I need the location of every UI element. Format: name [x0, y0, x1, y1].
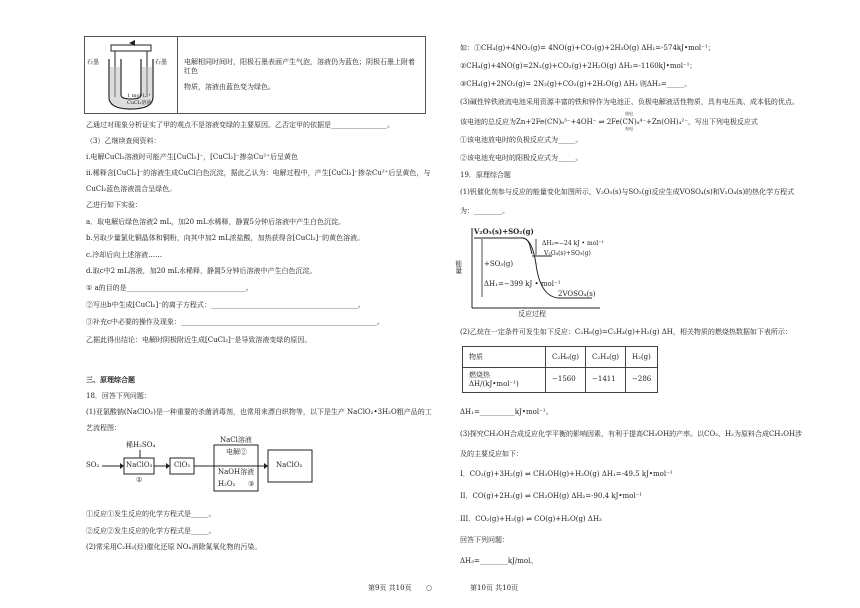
discharge-label: 放电 — [625, 111, 633, 116]
dh2-label: ΔH₂=−24 kJ • mol⁻¹ — [542, 240, 604, 247]
question-19-2: (2)乙烷在一定条件可发生如下反应：C₂H₆(g)=C₂H₄(g)+H₂(g) ΔH，相关物质的燃烧热数据如下表所示： — [460, 328, 792, 336]
right-electrode-label: 石墨 — [155, 59, 168, 66]
table-row — [463, 368, 658, 393]
question-19-3-cont: 及的主要反应如下： — [460, 450, 523, 458]
energy-diagram-axes — [462, 224, 602, 320]
battery-reaction: 该电池的总反应为Zn+2Fe(CN)₆³⁻+4OH⁻ ⇌ 2Fe(CN)₆⁴⁻+Zn(OH)₄²⁻，写出下列电极反应式 — [460, 118, 758, 126]
dh-answer-line: ΔH₁=__________kJ•mol⁻¹。 — [460, 408, 553, 416]
naoh-label: NaOH溶液 — [218, 468, 255, 476]
table-header: 物质 — [463, 347, 546, 368]
question-line: ① a的目的是__________________________________。 — [86, 284, 253, 292]
reaction-axis-label: 反应过程 — [518, 310, 546, 318]
experiment-table — [84, 36, 426, 114]
observation-line-1: 电解相同时间时，阳极石墨表面产生气泡，溶液仍为蓝色；阴极石墨上附着红色 — [184, 57, 415, 75]
text-line: i.电解CuCl₂溶液时可能产生[CuCl₂]⁻，[CuCl₂]⁻掺杂Cu²⁺后呈黄色 — [86, 153, 298, 161]
step3-label: ③ — [248, 480, 255, 488]
question-18-1-cont: 艺流程图： — [86, 424, 121, 432]
table-header: C₂H₆(g) — [546, 347, 586, 368]
solution-conc-label: 1 mol·L⁻¹ — [127, 93, 151, 99]
reaction-3: III．CO₂(g)+H₂(g) ⇌ CO(g)+H₂O(g) ΔH₃ — [460, 515, 602, 523]
h2so4-label: 稀H₂SO₄ — [126, 441, 156, 449]
equation-2: ②CH₄(g)+4NO(g)=2N₂(g)+CO₂(g)+2H₂O(g) ΔH₂=-1160kJ•mol⁻¹； — [460, 62, 697, 70]
page-center-mark: ○ — [426, 584, 433, 592]
h2o2-label: H₂O₂ — [218, 480, 236, 488]
charge-label: 充电 — [625, 126, 633, 131]
text-line: ii.稀释含[CuCl₂]⁻的溶液生成CuCl白色沉淀，据此乙认为：电解过程中，产生[CuCl₂]⁻掺杂Cu²⁺后呈黄色，与 — [86, 169, 431, 177]
energy-mid-label: V₂O₄(s)+SO₃(g) — [544, 250, 591, 257]
text-line: （3）乙继续查阅资料： — [86, 137, 161, 145]
question-18-r2: ②反应②发生反应的化学方程式是_____。 — [86, 527, 216, 535]
question-19-3: (3)探究CH₃OH合成反应化学平衡的影响因素，有利于提高CH₃OH的产率。以CO₂、H₂为原料合成CH₃OH涉 — [460, 430, 803, 438]
reaction-2: II．CO(g)+2H₂(g) ⇌ CH₃OH(g) ΔH₂=-90.4 kJ•mol⁻¹ — [460, 492, 643, 500]
text-line: a．取电解后绿色溶液2 mL，加20 mL水稀释，静置5分钟后溶液中产生白色沉淀。 — [86, 218, 346, 226]
text-line: d.取c中2 mL溶液，加20 mL水稀释，静置5分钟后溶液中产生白色沉淀。 — [86, 267, 317, 275]
question-19-1: (1)钒催化剂参与反应的能量变化如图所示，V₂O₅(s)与SO₂(g)反应生成VOSO₄(s)和V₂O₄(s)的热化学方程式 — [460, 188, 795, 196]
observation-line-2: 物质，溶液由蓝色变为绿色。 — [184, 83, 275, 92]
energy-diagram — [454, 224, 604, 320]
reaction-1: I．CO₂(g)+3H₂(g) ⇌ CH₃OH(g)+H₂O(g) ΔH₁=-49.5 kJ•mol⁻¹ — [460, 470, 673, 478]
text-line: 乙进行如下实验： — [86, 201, 142, 209]
text-line: 乙通过对现象分析证实了甲的观点不是溶液变绿的主要原因。乙否定甲的依据是________________。 — [86, 121, 394, 129]
equation-1: 如：①CH₄(g)+4NO₂(g)= 4NO(g)+CO₂(g)+2H₂O(g) ΔH₁=-574kJ•mol⁻¹； — [460, 44, 715, 52]
dh1-label: ΔH₁=−399 kJ • mol⁻¹ — [484, 280, 561, 288]
table-cell: −286 — [626, 368, 658, 393]
clo2-label: ClO₂ — [174, 461, 191, 469]
table-cell: −1411 — [586, 368, 626, 393]
answer-prompt: 回答下列问题： — [460, 536, 509, 544]
energy-axis-label: 能量 — [454, 260, 463, 274]
text-line: CuCl₂蓝色溶液混合呈绿色。 — [86, 185, 177, 193]
energy-top-label: V₂O₅(s)+SO₂(g) — [474, 227, 534, 236]
equation-3: ③CH₄(g)+2NO₂(g)= 2N₂(g)+CO₂(g)+2H₂O(g) ΔH₃ 则ΔH₃=_____。 — [460, 80, 692, 88]
question-18: 18．回答下列问题： — [86, 392, 151, 400]
conclusion-line: 乙据此得出结论：电解时阴极附近生成[CuCl₂]⁻是导致溶液变绿的原因。 — [86, 336, 312, 344]
left-electrode-label: 石墨 — [87, 59, 100, 66]
dh3-answer-line: ΔH₃=________kJ/mol。 — [460, 557, 538, 565]
battery-intro: (3)碱性锌铁液流电池采用资源丰富的铁和锌作为电池正、负极电解液活性物质，具有电压高、成本低的优点。 — [460, 98, 799, 106]
question-charge: ②该电池充电时的阳极反应式为_____。 — [460, 154, 583, 162]
electrolysis-figure — [85, 37, 177, 113]
process-flow-chart — [86, 436, 416, 502]
page-number-left: 第9页 共10页 — [368, 584, 412, 592]
nacl-label: NaCl溶液 — [220, 436, 252, 444]
question-line: ③补充c中必要的操作及现象：________________________________________________________。 — [86, 318, 384, 326]
step1-label: ① — [136, 476, 143, 484]
electrolysis-label: 电解② — [226, 448, 247, 456]
question-19: 19．原理综合题 — [460, 171, 511, 179]
table-header: C₂H₄(g) — [586, 347, 626, 368]
text-line: c.冷却后向上述溶液…… — [86, 251, 163, 259]
electrolysis-figure-cell — [85, 37, 178, 114]
question-18-1: (1)亚氯酸钠(NaClO₂)是一种重要的杀菌消毒剂，也常用来漂白织物等，以下是生产 NaClO₂•3H₂O粗产品的工 — [86, 408, 432, 416]
question-line: ②写出b中生成[CuCl₂]⁻的离子方程式：__________________________________________。 — [86, 301, 365, 309]
page-number-right: 第10页 共10页 — [470, 584, 519, 592]
solution-name-label: CuCl₂溶液 — [127, 100, 152, 106]
so2-label: SO₂ — [86, 461, 100, 469]
energy-bottom-label: 2VOSO₄(s) — [558, 290, 596, 298]
naclo3-label: NaClO₃ — [126, 461, 153, 469]
table-cell: −1560 — [546, 368, 586, 393]
question-18-2: (2)常采用C₂H₂(烃)催化还原 NOₓ消除氮氧化物的污染。 — [86, 543, 262, 551]
table-header: H₂(g) — [626, 347, 658, 368]
combustion-heat-table — [462, 346, 658, 393]
question-18-r1: ①反应①发生反应的化学方程式是_____。 — [86, 510, 216, 518]
text-line: b.另取少量氯化铜晶体和铜粉，向其中加2 mL浓盐酸，加热获得含[CuCl₂]⁻的黄色溶液。 — [86, 234, 365, 242]
energy-plus-label: +SO₃(g) — [484, 260, 514, 268]
table-header-row — [463, 347, 658, 368]
question-19-1-cont: 为：________。 — [460, 207, 509, 215]
naclo2-label: NaClO₂ — [276, 461, 303, 469]
table-row-label: 燃烧热ΔH/(kJ•mol⁻¹) — [463, 368, 546, 393]
observation-cell — [178, 37, 426, 114]
section-title: 三、原理综合题 — [86, 375, 135, 384]
question-anode: ①该电池放电时的负极反应式为_____。 — [460, 136, 583, 144]
